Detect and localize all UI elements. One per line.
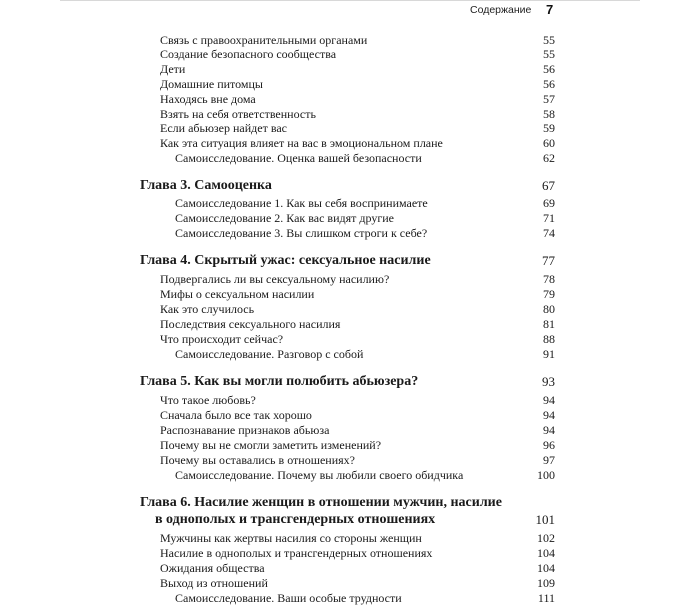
toc-page-number: 102 [537,531,555,545]
toc-page-number: 59 [543,121,555,135]
chapter-heading: Глава 5. Как вы могли полюбить абьюзера? [140,374,419,389]
chapter-page-number: 101 [535,512,555,527]
toc-entry-self-study: Самоисследование 1. Как вы себя воспринимаете [175,196,428,210]
toc-entry: Мифы о сексуальном насилии [160,287,315,301]
toc-entry: Домашние питомцы [160,77,263,91]
toc-entry: Почему вы оставались в отношениях? [160,453,355,467]
chapter-page-number: 93 [542,374,555,389]
toc-entry-self-study: Самоисследование. Разговор с собой [175,347,364,361]
toc-page-number: 91 [543,347,555,361]
toc-entry: Находясь вне дома [160,92,256,106]
header-rule [60,0,640,1]
toc-entry: Ожидания общества [160,561,265,575]
toc-entry: Если абьюзер найдет вас [160,121,288,135]
toc-entry: Взять на себя ответственность [160,107,316,121]
page-header [0,0,700,22]
toc-page-number: 94 [543,408,555,422]
toc-entry: Подвергались ли вы сексуальному насилию? [160,272,390,286]
toc-entry: Как это случилось [160,302,255,316]
toc-page-number: 81 [543,317,555,331]
toc-page-number: 111 [537,591,555,605]
chapter-page-number: 67 [542,178,555,193]
toc-page-number: 55 [543,33,555,47]
toc-entry: Сначала было все так хорошо [160,408,312,422]
toc-page-number: 78 [543,272,555,286]
toc-entry: Что такое любовь? [160,393,256,407]
chapter-page-number: 77 [542,253,555,268]
toc-entry: Почему вы не смогли заметить изменений? [160,438,382,452]
toc-entry: Как эта ситуация влияет на вас в эмоциональном плане [160,136,443,150]
toc-entry: Мужчины как жертвы насилия со стороны женщин [160,531,422,545]
toc-entry: Что происходит сейчас? [160,332,284,346]
header-page-number: 7 [546,2,554,17]
toc-page-number: 62 [543,151,555,165]
toc-page-number: 79 [543,287,555,301]
toc-entry: Последствия сексуального насилия [160,317,341,331]
toc-entry: Насилие в однополых и трансгендерных отношениях [160,546,433,560]
toc-page-number: 109 [537,576,555,590]
toc-entry-self-study: Самоисследование 3. Вы слишком строги к себе? [175,226,428,240]
toc-page-number: 58 [543,107,555,121]
chapter-heading: Глава 3. Самооценка [140,178,272,193]
toc-page-number: 104 [537,546,555,560]
toc-page-number: 56 [543,62,555,76]
toc-page-number: 94 [543,423,555,437]
toc-entry-self-study: Самоисследование. Ваши особые трудности [175,591,402,605]
toc-entry: Дети [160,62,186,76]
toc-page-number: 88 [543,332,555,346]
toc-page-number: 69 [543,196,555,210]
toc-page-number: 94 [543,393,555,407]
toc-page-number: 56 [543,77,555,91]
chapter-heading: Глава 4. Скрытый ужас: сексуальное насилие [140,253,431,268]
toc-page-number: 104 [537,561,555,575]
toc-page-number: 71 [543,211,555,225]
toc-page-number: 60 [543,136,555,150]
toc-page-number: 74 [543,226,555,240]
chapter-heading: Глава 6. Насилие женщин в отношении мужчин, насилие [140,495,502,510]
chapter-heading-continued: в однополых и трансгендерных отношениях [155,512,436,527]
toc-entry: Создание безопасного сообщества [160,47,337,61]
toc-entry-self-study: Самоисследование 2. Как вас видят другие [175,211,394,225]
header-title: Содержание [470,4,532,16]
toc-entry-self-study: Самоисследование. Оценка вашей безопасности [175,151,422,165]
toc-page-number: 97 [543,453,555,467]
toc-page-number: 100 [537,468,555,482]
toc-entry: Связь с правоохранительными органами [160,33,368,47]
toc-page-number: 57 [543,92,555,106]
toc-page-number: 96 [543,438,555,452]
toc-page-number: 55 [543,47,555,61]
toc-page-number: 80 [543,302,555,316]
toc-entry: Распознавание признаков абьюза [160,423,330,437]
toc-entry: Выход из отношений [160,576,268,590]
toc-entry-self-study: Самоисследование. Почему вы любили своего обидчика [175,468,464,482]
